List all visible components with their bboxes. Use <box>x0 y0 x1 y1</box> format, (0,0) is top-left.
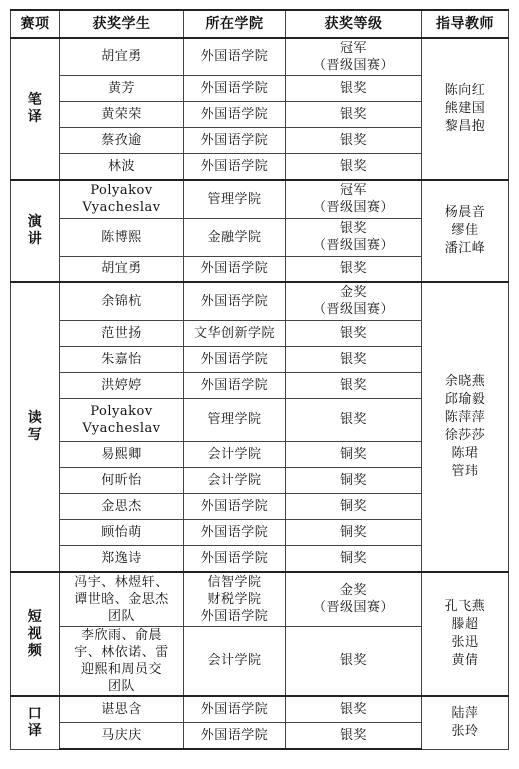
header-college: 所在学院 <box>184 10 286 38</box>
college-name-cell <box>184 572 286 626</box>
header-row <box>11 10 509 38</box>
college-name: 外国语学院 <box>200 106 269 122</box>
student-name-cell <box>60 256 184 282</box>
college-name: 外国语学院 <box>200 701 269 717</box>
college-name: 会计学院 <box>207 446 262 462</box>
event-category-cell <box>11 572 60 696</box>
college-name-cell <box>184 441 286 467</box>
table-row <box>11 282 509 320</box>
award-level-cell <box>286 320 422 346</box>
college-name-cell <box>184 38 286 75</box>
award-level-cell <box>286 572 422 626</box>
college-name-cell <box>184 256 286 282</box>
advisor-cell <box>422 38 509 180</box>
award-level: 银奖 <box>339 261 367 277</box>
award-level: 银奖 （晋级国赛） <box>312 221 394 253</box>
event-category: 演 讲 <box>27 214 43 247</box>
student-name: 胡宜勇 <box>101 261 142 277</box>
college-name-cell <box>184 127 286 153</box>
event-category-cell <box>11 38 60 180</box>
student-name: 顾怡萌 <box>101 524 142 540</box>
award-level-cell <box>286 467 422 493</box>
college-name: 外国语学院 <box>200 261 269 277</box>
college-name: 外国语学院 <box>200 49 269 65</box>
award-level: 银奖 <box>339 701 367 717</box>
student-name: 何昕怡 <box>101 472 142 488</box>
college-name-cell <box>184 467 286 493</box>
table-row <box>11 38 509 75</box>
college-name-cell <box>184 346 286 372</box>
advisor-names: 陈向红 熊建国 黎昌抱 <box>444 83 486 134</box>
table-body <box>11 38 509 749</box>
table-row <box>11 180 509 218</box>
advisor-cell <box>422 572 509 696</box>
advisor-names: 孔飞燕 滕超 张迅 黄倩 <box>444 599 486 668</box>
student-name: 李欣雨、俞晨 宇、林依诺、雷 迎熙和周员交 团队 <box>74 627 169 694</box>
college-name-cell <box>184 545 286 572</box>
student-name-cell <box>60 153 184 180</box>
college-name-cell <box>184 696 286 722</box>
student-name: 胡宜勇 <box>101 49 142 65</box>
student-name: 冯宇、林煜轩、 谭世晗、金思杰 团队 <box>74 574 169 624</box>
header-event: 赛项 <box>11 10 60 38</box>
student-name-cell <box>60 398 184 441</box>
table-row <box>11 572 509 626</box>
college-name: 外国语学院 <box>200 158 269 174</box>
college-name-cell <box>184 398 286 441</box>
event-category: 笔 译 <box>27 92 43 125</box>
advisor-names: 陆萍 张玲 <box>451 705 479 739</box>
student-name: 洪婷婷 <box>101 377 142 393</box>
college-name-cell <box>184 218 286 256</box>
awards-table <box>10 9 509 750</box>
award-level: 铜奖 <box>339 550 367 566</box>
advisor-names: 杨晨音 缪佳 潘江峰 <box>444 205 486 256</box>
student-name-cell <box>60 127 184 153</box>
student-name: Polyakov Vyacheslav <box>82 183 161 216</box>
college-name: 金融学院 <box>207 229 262 245</box>
award-level-cell <box>286 180 422 218</box>
award-level-cell <box>286 346 422 372</box>
student-name-cell <box>60 441 184 467</box>
college-name-cell <box>184 282 286 320</box>
student-name-cell <box>60 696 184 722</box>
student-name-cell <box>60 38 184 75</box>
award-level: 银奖 <box>339 325 367 341</box>
college-name-cell <box>184 320 286 346</box>
header-student: 获奖学生 <box>60 10 184 38</box>
award-level-cell <box>286 282 422 320</box>
award-level: 铜奖 <box>339 472 367 488</box>
student-name: 余锦杭 <box>101 293 142 309</box>
college-name: 信智学院 财税学院 外国语学院 <box>200 574 269 624</box>
award-level: 冠军 （晋级国赛） <box>312 183 394 216</box>
award-level: 银奖 <box>339 412 367 427</box>
college-name: 外国语学院 <box>200 524 269 540</box>
award-level-cell <box>286 372 422 398</box>
college-name-cell <box>184 101 286 127</box>
award-level: 银奖 <box>339 106 367 122</box>
student-name-cell <box>60 545 184 572</box>
college-name-cell <box>184 722 286 749</box>
college-name: 外国语学院 <box>200 727 269 743</box>
award-level-cell <box>286 218 422 256</box>
student-name: 蔡孜逾 <box>101 132 142 148</box>
event-category-cell <box>11 180 60 282</box>
award-level-cell <box>286 545 422 572</box>
student-name: 郑逸诗 <box>101 550 142 566</box>
award-level: 银奖 <box>339 132 367 148</box>
student-name-cell <box>60 572 184 626</box>
event-category: 短 视 频 <box>27 608 43 659</box>
college-name: 会计学院 <box>207 472 262 488</box>
student-name: 黄芳 <box>107 80 135 96</box>
award-level-cell <box>286 519 422 545</box>
award-level-cell <box>286 441 422 467</box>
event-category-cell <box>11 282 60 572</box>
college-name-cell <box>184 519 286 545</box>
student-name-cell <box>60 320 184 346</box>
award-level-cell <box>286 398 422 441</box>
student-name: 金思杰 <box>101 498 142 514</box>
award-level-cell <box>286 101 422 127</box>
award-level: 银奖 <box>339 727 367 743</box>
event-category: 口 译 <box>27 705 43 739</box>
award-level-cell <box>286 626 422 696</box>
award-level-cell <box>286 696 422 722</box>
college-name: 会计学院 <box>207 653 262 669</box>
student-name-cell <box>60 346 184 372</box>
award-level-cell <box>286 127 422 153</box>
student-name: 林波 <box>107 158 135 174</box>
student-name-cell <box>60 282 184 320</box>
college-name-cell <box>184 372 286 398</box>
college-name: 外国语学院 <box>200 80 269 96</box>
header-award: 获奖等级 <box>286 10 422 38</box>
award-level: 银奖 <box>339 158 367 174</box>
student-name: 范世扬 <box>101 325 142 341</box>
header-teacher: 指导教师 <box>422 10 509 38</box>
student-name: Polyakov Vyacheslav <box>82 403 161 436</box>
award-level-cell <box>286 75 422 101</box>
table-row <box>11 696 509 722</box>
college-name: 管理学院 <box>207 191 262 207</box>
college-name-cell <box>184 75 286 101</box>
student-name-cell <box>60 218 184 256</box>
college-name: 管理学院 <box>207 412 262 427</box>
college-name-cell <box>184 153 286 180</box>
award-level-cell <box>286 493 422 519</box>
award-level: 银奖 <box>339 80 367 96</box>
award-level-cell <box>286 722 422 749</box>
award-level-cell <box>286 256 422 282</box>
student-name: 马庆庆 <box>101 727 142 743</box>
award-level: 银奖 <box>339 653 367 669</box>
college-name-cell <box>184 180 286 218</box>
student-name-cell <box>60 75 184 101</box>
college-name-cell <box>184 493 286 519</box>
award-level-cell <box>286 38 422 75</box>
college-name-cell <box>184 626 286 696</box>
event-category: 读 写 <box>27 410 43 443</box>
student-name: 朱嘉怡 <box>101 351 142 367</box>
student-name: 谌思含 <box>101 701 142 717</box>
student-name: 陈博熙 <box>101 229 142 245</box>
student-name-cell <box>60 467 184 493</box>
college-name: 外国语学院 <box>200 132 269 148</box>
award-level: 银奖 <box>339 351 367 367</box>
award-level: 金奖 （晋级国赛） <box>312 583 394 616</box>
student-name: 黄荣荣 <box>101 106 142 122</box>
college-name: 文华创新学院 <box>193 325 275 341</box>
student-name-cell <box>60 722 184 749</box>
college-name: 外国语学院 <box>200 293 269 309</box>
student-name-cell <box>60 626 184 696</box>
advisor-cell <box>422 282 509 572</box>
student-name-cell <box>60 372 184 398</box>
award-level: 铜奖 <box>339 446 367 462</box>
student-name-cell <box>60 493 184 519</box>
award-level: 铜奖 <box>339 498 367 514</box>
advisor-names: 余晓燕 邱瑜毅 陈萍萍 徐莎莎 陈珺 管玮 <box>444 374 486 479</box>
award-level: 铜奖 <box>339 524 367 540</box>
student-name-cell <box>60 101 184 127</box>
student-name-cell <box>60 519 184 545</box>
award-level-cell <box>286 153 422 180</box>
advisor-cell <box>422 180 509 282</box>
award-level: 冠军 （晋级国赛） <box>312 40 394 73</box>
student-name: 易熙卿 <box>101 446 142 462</box>
student-name-cell <box>60 180 184 218</box>
award-level: 金奖 （晋级国赛） <box>312 285 394 318</box>
college-name: 外国语学院 <box>200 550 269 566</box>
award-level: 银奖 <box>339 377 367 393</box>
college-name: 外国语学院 <box>200 351 269 367</box>
advisor-cell <box>422 696 509 749</box>
college-name: 外国语学院 <box>200 498 269 514</box>
college-name: 外国语学院 <box>200 377 269 393</box>
event-category-cell <box>11 696 60 749</box>
